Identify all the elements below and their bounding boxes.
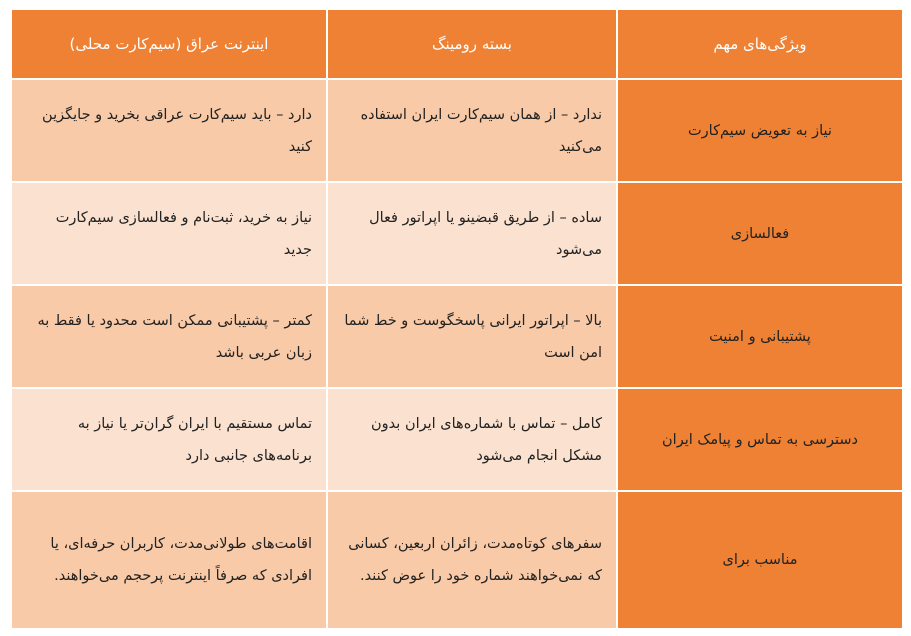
row-feature-cell: مناسب برای <box>617 491 903 629</box>
row-feature-cell: نیاز به تعویض سیم‌کارت <box>617 79 903 182</box>
row-local-cell: اقامت‌های طولانی‌مدت، کاربران حرفه‌ای، یا افرادی که صرفاً اینترنت پرحجم می‌خواهند. <box>11 491 327 629</box>
row-roaming-cell: ساده – از طریق قبضینو یا اپراتور فعال می‌شود <box>327 182 617 285</box>
row-feature-cell: دسترسی به تماس و پیامک ایران <box>617 388 903 491</box>
row-local-cell: تماس مستقیم با ایران گران‌تر یا نیاز به برنامه‌های جانبی دارد <box>11 388 327 491</box>
header-feature: ویژگی‌های مهم <box>617 9 903 79</box>
row-roaming-cell: سفرهای کوتاه‌مدت، زائران اربعین، کسانی که نمی‌خواهند شماره خود را عوض کنند. <box>327 491 617 629</box>
row-feature-cell: فعالسازی <box>617 182 903 285</box>
row-local-cell: نیاز به خرید، ثبت‌نام و فعالسازی سیم‌کارت جدید <box>11 182 327 285</box>
comparison-table <box>10 8 904 630</box>
table-row <box>11 182 903 285</box>
row-local-cell: دارد – باید سیم‌کارت عراقی بخرید و جایگزین کنید <box>11 79 327 182</box>
row-roaming-cell: کامل – تماس با شماره‌های ایران بدون مشکل انجام می‌شود <box>327 388 617 491</box>
comparison-table-container <box>10 8 902 628</box>
table-header-row <box>11 9 903 79</box>
row-local-cell: کمتر – پشتیبانی ممکن است محدود یا فقط به زبان عربی باشد <box>11 285 327 388</box>
row-roaming-cell: ندارد – از همان سیم‌کارت ایران استفاده می‌کنید <box>327 79 617 182</box>
row-feature-cell: پشتیبانی و امنیت <box>617 285 903 388</box>
table-row <box>11 388 903 491</box>
table-row <box>11 79 903 182</box>
row-roaming-cell: بالا – اپراتور ایرانی پاسخگوست و خط شما امن است <box>327 285 617 388</box>
table-row <box>11 491 903 629</box>
table-row <box>11 285 903 388</box>
header-roaming: بسته رومینگ <box>327 9 617 79</box>
header-local: اینترنت عراق (سیم‌کارت محلی) <box>11 9 327 79</box>
